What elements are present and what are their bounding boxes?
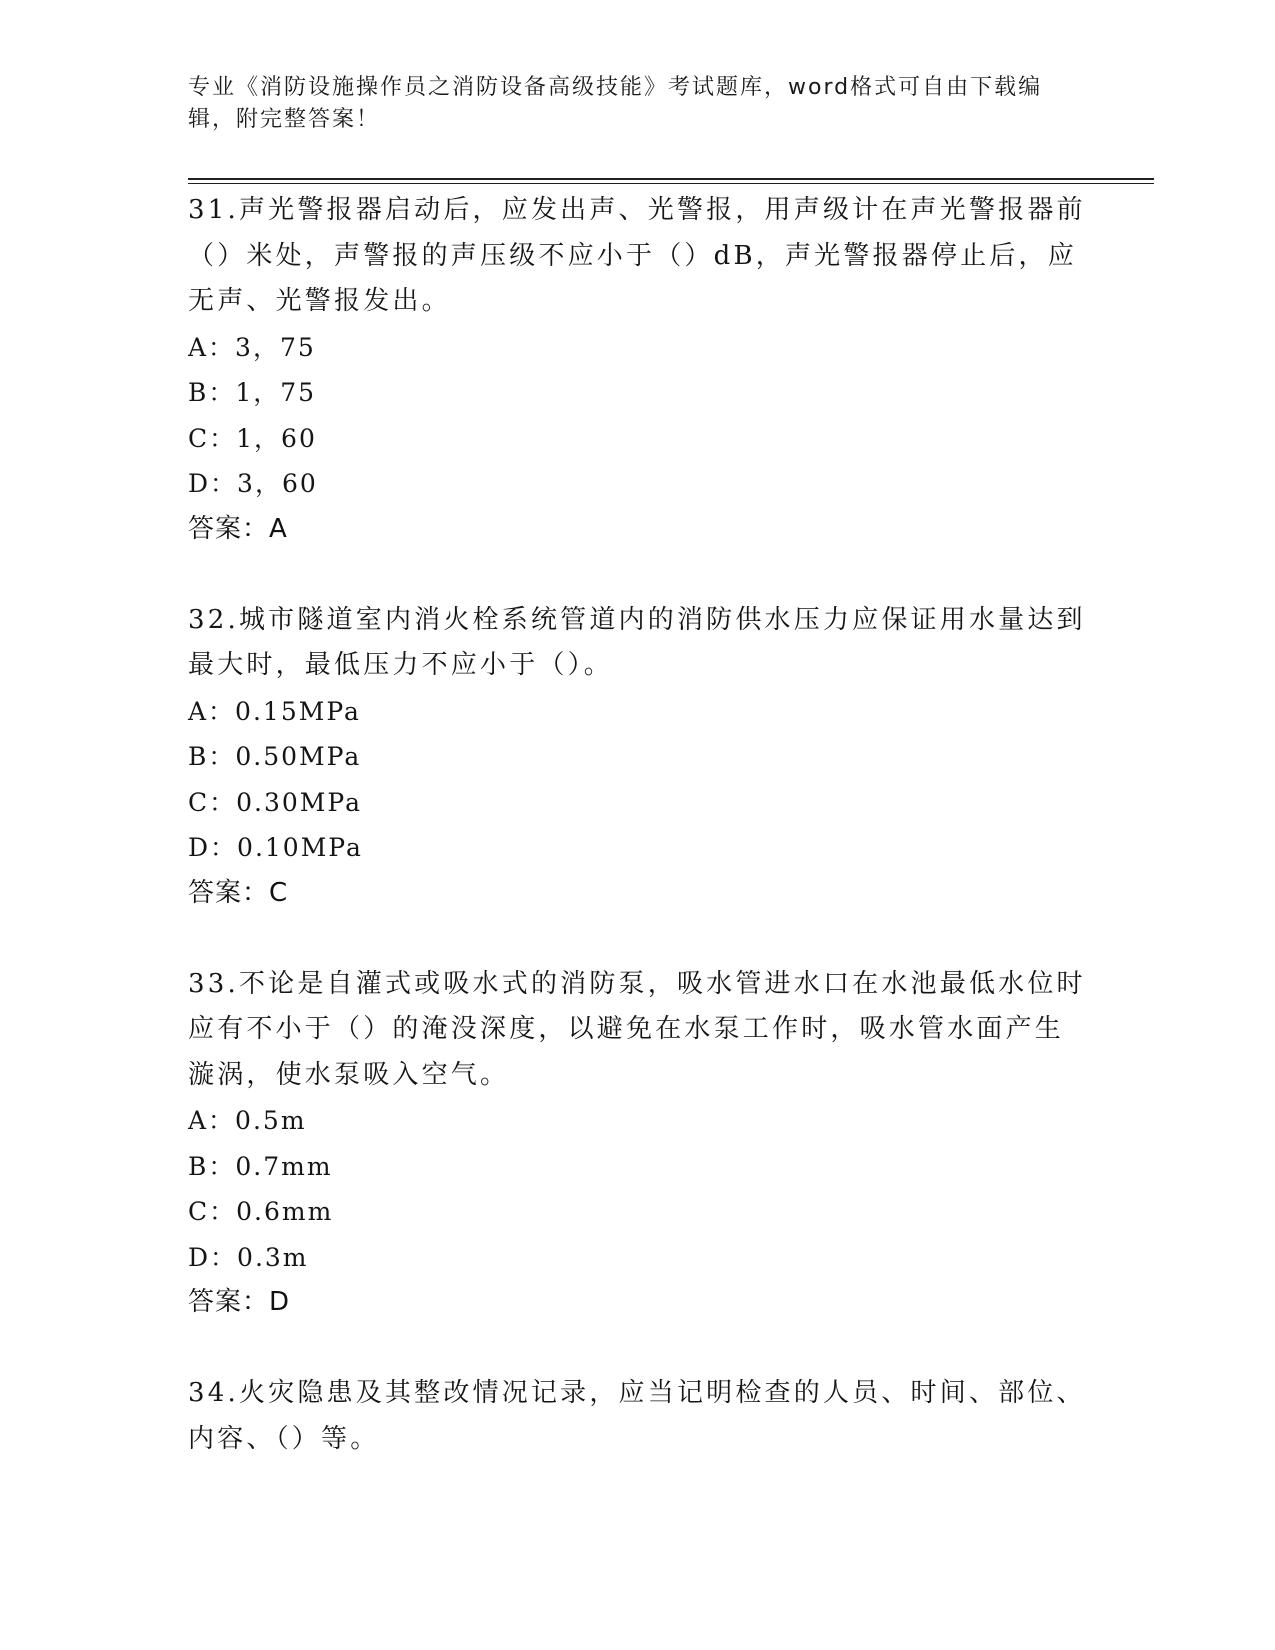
question-stem: 31.声光警报器启动后，应发出声、光警报，用声级计在声光警报器前（）米处，声警报的声压级不应小于（）dB，声光警报器停止后，应无声、光警报发出。 (188, 195, 1086, 316)
option-a: A：0.5m (188, 1106, 307, 1135)
option-c: C：0.30MPa (188, 787, 362, 817)
question-33 (188, 962, 1088, 1326)
question-32 (188, 598, 1088, 916)
answer-label: 答案：A (188, 513, 288, 544)
answer-label: 答案：C (188, 877, 289, 908)
option-a: A：3，75 (188, 332, 316, 362)
question-list (188, 188, 1088, 1508)
question-34 (188, 1371, 1088, 1462)
header-rule-thin (188, 183, 1154, 184)
option-c: C：0.6mm (188, 1197, 334, 1226)
option-d: D：0.3m (188, 1242, 309, 1272)
header-rule-thick (188, 178, 1154, 180)
question-stem: 32.城市隧道室内消火栓系统管道内的消防供水压力应保证用水量达到最大时，最低压力不应小于（）。 (188, 604, 1086, 680)
option-d: D：0.10MPa (188, 833, 363, 862)
option-a: A：0.15MPa (188, 696, 361, 726)
question-stem: 33.不论是自灌式或吸水式的消防泵，吸水管进水口在水池最低水位时应有不小于（）的淹没深度，以避免在水泵工作时，吸水管水面产生漩涡，使水泵吸入空气。 (188, 968, 1086, 1090)
option-d: D：3，60 (188, 469, 318, 498)
option-b: B：1，75 (188, 378, 317, 407)
option-b: B：0.50MPa (188, 742, 362, 771)
answer-label: 答案：D (188, 1287, 291, 1317)
header-note: 专业《消防设施操作员之消防设备高级技能》考试题库，word格式可自由下载编辑，附完整答案！ (188, 75, 1043, 132)
question-31 (188, 188, 1088, 552)
option-b: B：0.7mm (188, 1151, 333, 1181)
option-c: C：1，60 (188, 423, 317, 453)
question-stem: 34.火灾隐患及其整改情况记录，应当记明检查的人员、时间、部位、内容、（）等。 (188, 1378, 1086, 1454)
